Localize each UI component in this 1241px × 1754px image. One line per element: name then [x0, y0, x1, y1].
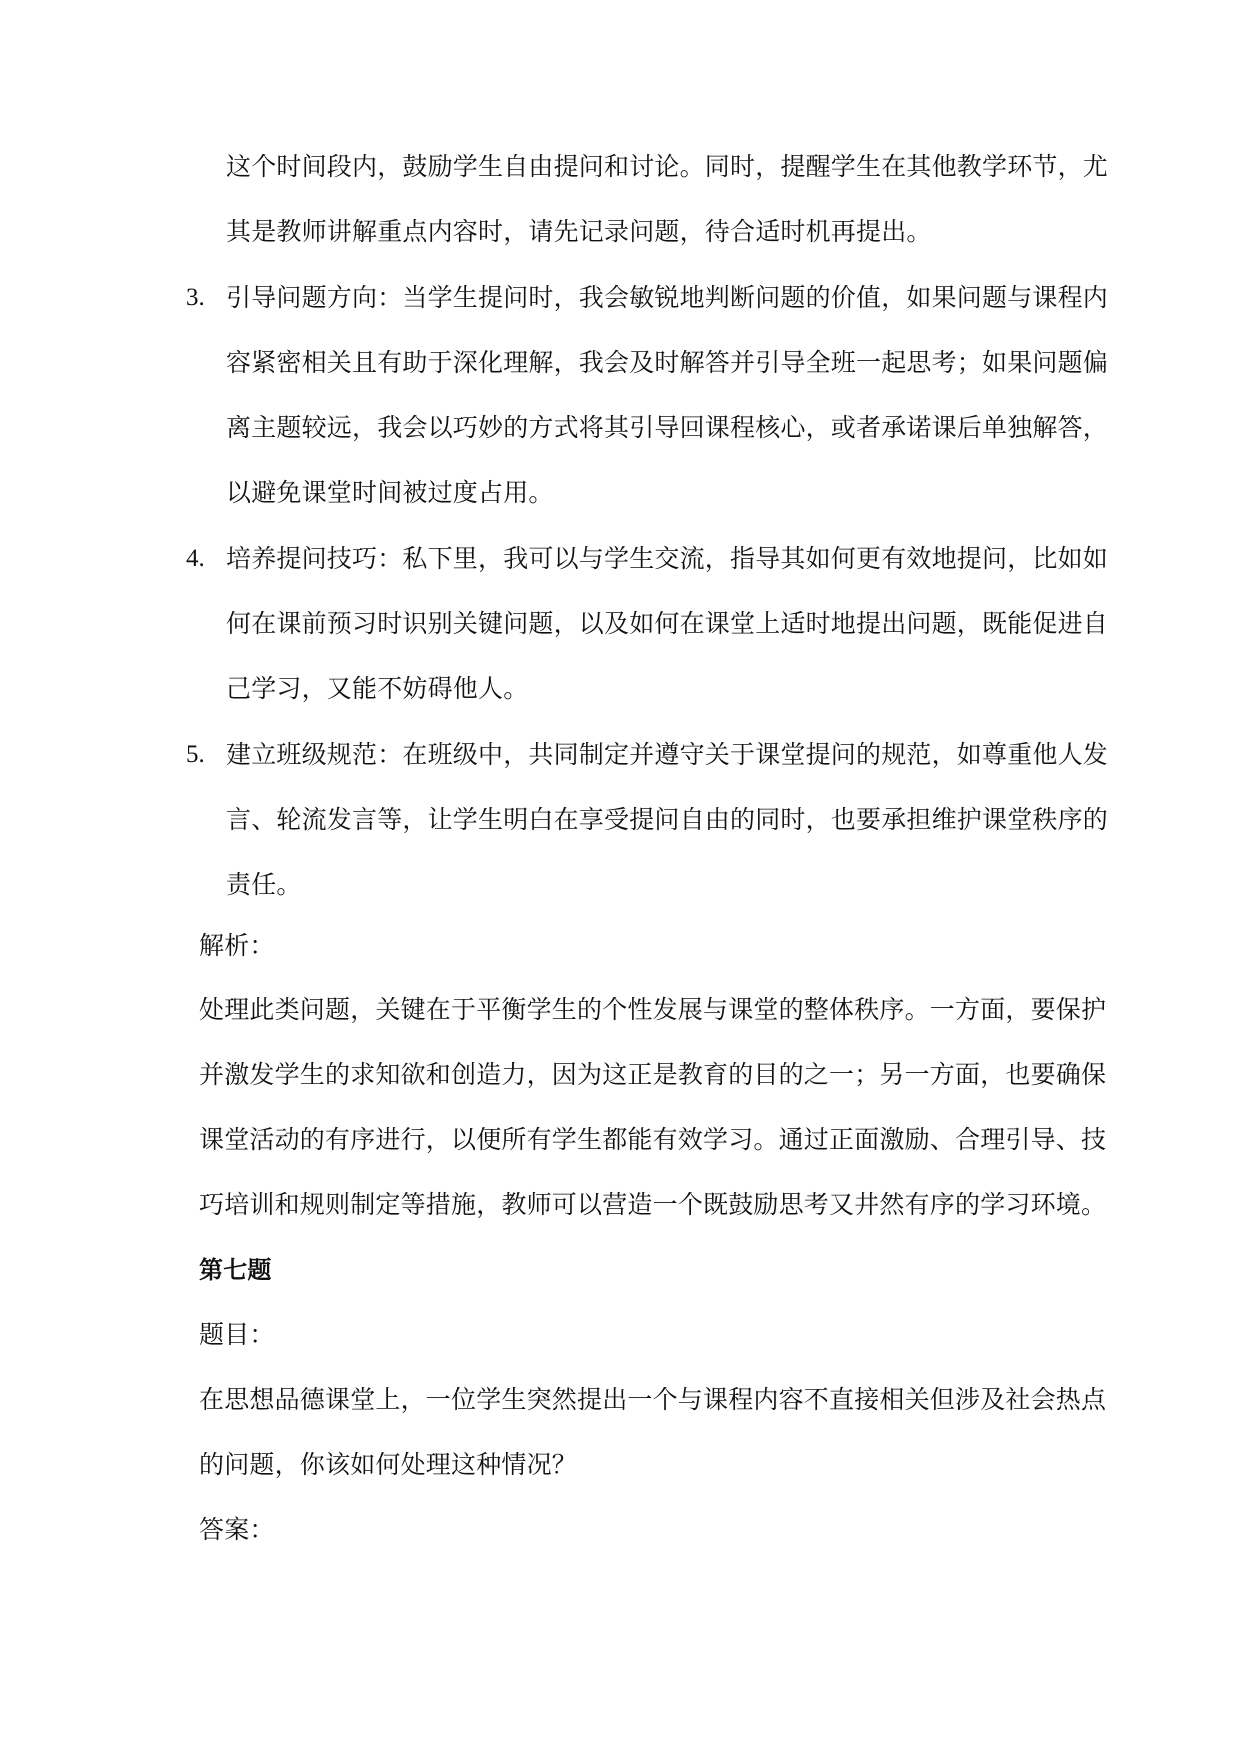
list-item-line: 容紧密相关且有助于深化理解，我会及时解答并引导全班一起思考；如果问题偏: [226, 348, 1109, 377]
list-item-line: 言、轮流发言等，让学生明白在享受提问自由的同时，也要承担维护课堂秩序的: [226, 805, 1109, 834]
list-item-line: 建立班级规范：在班级中，共同制定并遵守关于课堂提问的规范，如尊重他人发: [226, 740, 1109, 769]
list-item-number: 5.: [186, 741, 205, 768]
analysis-line: 巧培训和规则制定等措施，教师可以营造一个既鼓励思考又井然有序的学习环境。: [199, 1190, 1107, 1219]
list-item-line: 培养提问技巧：私下里，我可以与学生交流，指导其如何更有效地提问，比如如: [226, 544, 1109, 573]
list-item-number: 3.: [186, 284, 205, 311]
analysis-line: 处理此类问题，关键在于平衡学生的个性发展与课堂的整体秩序。一方面，要保护: [199, 995, 1107, 1024]
topic-label: 题目：: [199, 1320, 275, 1349]
answer-label: 答案：: [199, 1515, 275, 1544]
list-item-line: 己学习，又能不妨碍他人。: [226, 674, 529, 703]
list-item-line: 何在课前预习时识别关键问题，以及如何在课堂上适时地提出问题，既能促进自: [226, 609, 1109, 638]
list-item-number: 4.: [186, 545, 205, 572]
analysis-label: 解析：: [199, 931, 275, 960]
question-line: 的问题，你该如何处理这种情况？: [199, 1450, 578, 1479]
list-item-line: 离主题较远，我会以巧妙的方式将其引导回课程核心，或者承诺课后单独解答，: [226, 413, 1109, 442]
list-item-line: 引导问题方向：当学生提问时，我会敏锐地判断问题的价值，如果问题与课程内: [226, 283, 1109, 312]
list-item-line: 以避免课堂时间被过度占用。: [226, 478, 554, 507]
analysis-line: 课堂活动的有序进行，以便所有学生都能有效学习。通过正面激励、合理引导、技: [199, 1125, 1107, 1154]
analysis-line: 并激发学生的求知欲和创造力，因为这正是教育的目的之一；另一方面，也要确保: [199, 1060, 1107, 1089]
question-line: 在思想品德课堂上，一位学生突然提出一个与课程内容不直接相关但涉及社会热点: [199, 1385, 1107, 1414]
continuation-line: 其是教师讲解重点内容时，请先记录问题，待合适时机再提出。: [226, 217, 932, 246]
continuation-line: 这个时间段内，鼓励学生自由提问和讨论。同时，提醒学生在其他教学环节，尤: [226, 152, 1109, 181]
question-heading: 第七题: [199, 1256, 272, 1284]
list-item-line: 责任。: [226, 870, 302, 899]
